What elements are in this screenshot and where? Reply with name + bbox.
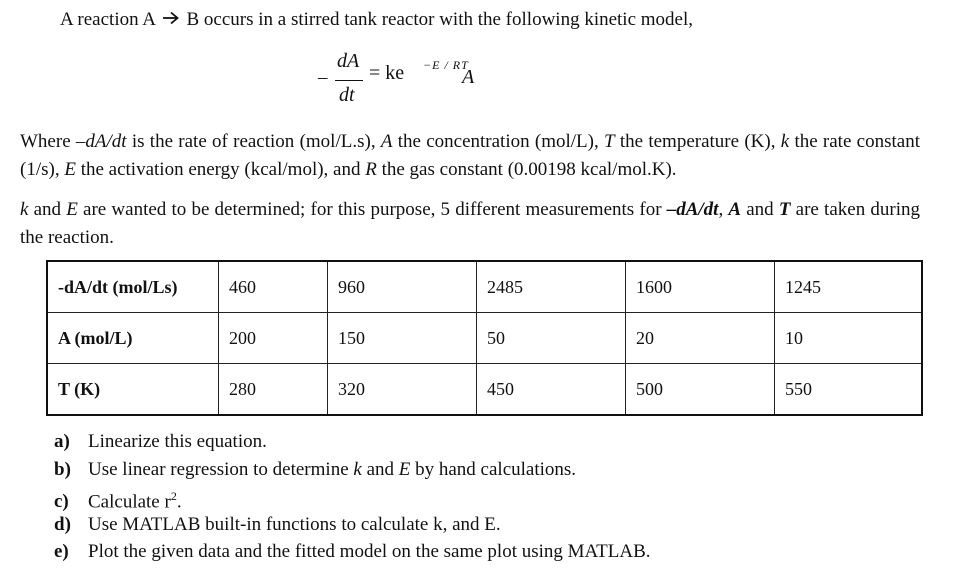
table-cell: 320 (328, 364, 477, 416)
p2-text: and (28, 199, 67, 220)
p2-text: are wanted to be determined; for this purpose, 5 different measurements for (77, 199, 667, 220)
p2-bold-var: –dA/dt (666, 199, 719, 220)
table-cell: 150 (328, 313, 477, 364)
paragraph-definitions (20, 128, 920, 184)
p1-text: the gas constant (0.00198 kcal/mol.K). (376, 159, 677, 180)
list-item (54, 428, 651, 456)
p1-var: dA/dt (85, 131, 127, 152)
p2-var: k (20, 199, 29, 220)
p2-bold-var: A (728, 199, 742, 220)
intro-text-before: A reaction A (60, 9, 155, 30)
question-var: k (353, 458, 362, 480)
question-text: and (361, 458, 399, 480)
table-cell: 10 (775, 313, 923, 364)
p1-text: is the rate of reaction (mol/L.s), (126, 131, 381, 152)
table-row (47, 313, 922, 364)
question-text: . (176, 491, 182, 513)
row-header: -dA/dt (mol/Ls) (47, 261, 219, 313)
table-row (47, 364, 922, 416)
intro-line (60, 9, 693, 31)
table-cell: 550 (775, 364, 923, 416)
table-cell: 2485 (477, 261, 626, 313)
p2-var: E (66, 199, 78, 220)
table-cell: 500 (626, 364, 775, 416)
question-list (54, 428, 651, 566)
table-cell: 460 (219, 261, 328, 313)
question-label: c) (54, 491, 69, 513)
eq-A: A (462, 66, 475, 88)
table-cell: 1600 (626, 261, 775, 313)
table-cell: 200 (219, 313, 328, 364)
p1-var: R (365, 159, 377, 180)
question-text: Calculate r (88, 491, 171, 513)
p1-var: A (380, 131, 393, 152)
table-row (47, 261, 922, 313)
p2-text: are taken during the reaction. (20, 199, 920, 248)
question-label: b) (54, 458, 71, 480)
p1-text: the activation energy (kcal/mol), and (75, 159, 366, 180)
table-cell: 280 (219, 364, 328, 416)
question-text: Plot the given data and the fitted model on the same plot using MATLAB. (88, 541, 651, 562)
p2-bold-var: T (778, 199, 791, 220)
list-item (54, 511, 651, 539)
intro-text-after: B occurs in a stirred tank reactor with the following kinetic model, (186, 9, 694, 30)
question-text: by hand calculations. (410, 458, 577, 480)
question-label: a) (54, 431, 70, 452)
question-sup: 2 (170, 489, 177, 503)
question-text: Linearize this equation. (88, 431, 267, 452)
p1-var: k (780, 131, 790, 152)
p2-text: , (718, 199, 729, 220)
list-item (54, 538, 651, 566)
list-item (54, 456, 651, 484)
eq-rhs: = ke (369, 62, 405, 84)
p2-text: and (741, 199, 779, 220)
row-header: A (mol/L) (47, 313, 219, 364)
question-text: Use MATLAB built-in functions to calculate k, and E. (88, 513, 501, 535)
measurement-table (46, 260, 923, 416)
p1-var: T (604, 131, 615, 152)
eq-exponent: −E / RT (423, 58, 469, 72)
p1-text: the rate constant (1/s), (20, 131, 920, 180)
table-cell: 960 (328, 261, 477, 313)
table-cell: 20 (626, 313, 775, 364)
table-cell: 1245 (775, 261, 923, 313)
question-var: E (398, 458, 411, 480)
p1-text: the concentration (mol/L), (392, 131, 604, 152)
eq-denominator: dt (339, 84, 355, 106)
p1-var: E (64, 159, 76, 180)
list-item (54, 483, 651, 511)
table-cell: 50 (477, 313, 626, 364)
table-cell: 450 (477, 364, 626, 416)
paragraph-objective (20, 196, 920, 252)
row-header: T (K) (47, 364, 219, 416)
eq-minus: – (318, 67, 328, 88)
question-label: d) (54, 513, 71, 535)
question-label: e) (54, 541, 69, 562)
p1-text: Where – (20, 131, 86, 152)
eq-fraction-bar (335, 80, 363, 81)
question-text: Use linear regression to determine (88, 458, 354, 480)
p1-text: the temperature (K), (614, 131, 781, 152)
eq-numerator: dA (337, 50, 360, 72)
right-arrow-icon (162, 9, 180, 31)
kinetic-equation (318, 47, 518, 113)
